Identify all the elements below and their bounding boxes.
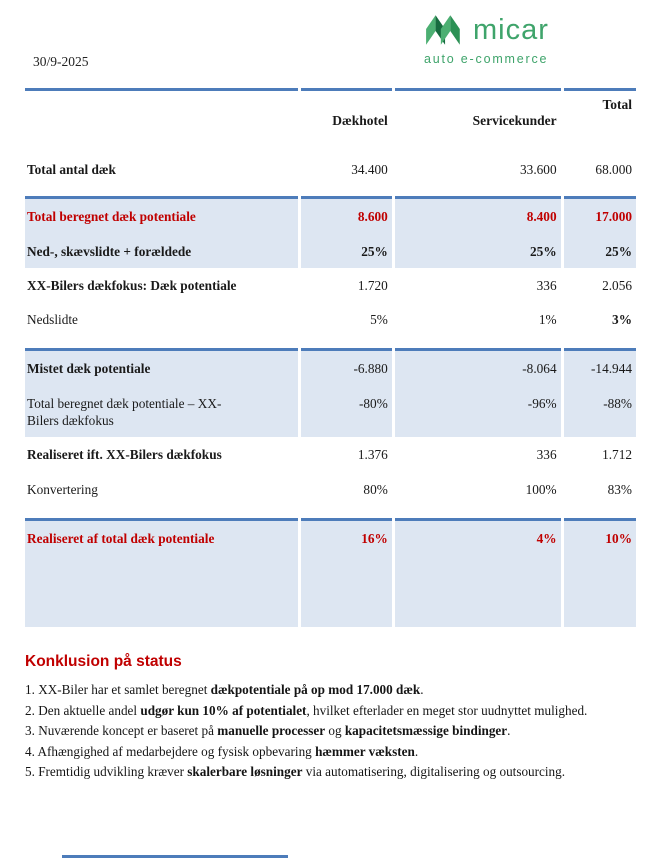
row-label: Nedslidte — [27, 312, 78, 328]
row-value: 2.056 — [602, 277, 632, 293]
logo-tagline: auto e-commerce — [424, 52, 549, 66]
row-value: 16% — [301, 518, 391, 627]
row-label: Ned-, skævslidte + forældede — [25, 234, 298, 268]
column-header-daekhotel: Dækhotel — [301, 88, 391, 145]
conclusion-item: 5. Fremtidig udvikling kræver skalerbare løsninger via automatisering, digitalisering og outsourcing. — [25, 764, 566, 779]
row-value: -14.944 — [564, 348, 636, 385]
table-row — [25, 234, 636, 268]
row-value: 336 — [536, 277, 557, 293]
row-value: 34.400 — [351, 162, 388, 177]
row-label: Total antal dæk — [27, 162, 116, 177]
row-value: 8.600 — [301, 196, 391, 233]
row-value: 33.600 — [520, 162, 557, 177]
row-value: 83% — [607, 481, 632, 497]
row-value: 4% — [395, 518, 561, 627]
row-value: 100% — [525, 481, 557, 497]
column-header-servicekunder: Servicekunder — [395, 88, 561, 145]
table-row — [25, 196, 636, 233]
column-header-total: Total — [564, 88, 636, 145]
conclusion-item: 4. Afhængighed af medarbejdere og fysisk opbevaring hæmmer væksten. — [25, 743, 419, 759]
row-value: -96% — [395, 386, 561, 438]
conclusion-item: 2. Den aktuelle andel udgør kun 10% af potentialet, hvilket efterlader en meget stor uudnyttet mulighed. — [25, 702, 588, 718]
table-row — [25, 518, 636, 627]
row-label: Total beregnet dæk potentiale – XX-Bilers dækfokus — [25, 386, 298, 438]
row-value: 68.000 — [595, 162, 632, 177]
row-value: 1.720 — [357, 277, 388, 293]
row-value: 25% — [564, 234, 636, 268]
row-value: 25% — [395, 234, 561, 268]
row-value: 1.712 — [602, 447, 632, 463]
conclusion-item: 1. XX-Biler har et samlet beregnet dækpotentiale på op mod 17.000 dæk. — [25, 682, 424, 697]
row-value: -88% — [564, 386, 636, 438]
row-value: 5% — [370, 312, 388, 328]
row-value: -80% — [301, 386, 391, 438]
table-row — [25, 437, 636, 471]
row-value: 1% — [538, 312, 557, 328]
row-value: -6.880 — [301, 348, 391, 385]
column-header-label — [25, 88, 298, 145]
row-label: XX-Bilers dækfokus: Dæk potentiale — [27, 277, 237, 293]
row-value: -8.064 — [395, 348, 561, 385]
report-table — [22, 88, 639, 627]
row-label: Realiseret ift. XX-Bilers dækfokus — [27, 447, 222, 463]
row-label: Konvertering — [27, 481, 98, 497]
row-value: 17.000 — [564, 196, 636, 233]
row-value: 8.400 — [395, 196, 561, 233]
row-value: 25% — [301, 234, 391, 268]
row-label: Total beregnet dæk potentiale — [25, 196, 298, 233]
next-table-top-border — [62, 855, 288, 858]
table-row — [25, 302, 636, 348]
report-date: 30/9-2025 — [33, 54, 89, 69]
row-value: 10% — [564, 518, 636, 627]
logo-name: micar — [473, 13, 549, 46]
row-value: 3% — [612, 312, 632, 328]
row-label: Realiseret af total dæk potentiale — [25, 518, 298, 627]
conclusion-section — [25, 653, 633, 783]
row-value: 1.376 — [357, 447, 388, 463]
row-value: 80% — [363, 481, 388, 497]
conclusion-title: Konklusion på status — [25, 653, 182, 670]
table-body — [25, 145, 636, 627]
micar-logo — [424, 13, 549, 66]
conclusion-item: 3. Nuværende koncept er baseret på manuelle processer og kapacitetsmæssige bindinger. — [25, 723, 511, 738]
table-row — [25, 268, 636, 302]
table-header-row — [25, 88, 636, 145]
row-label: Mistet dæk potentiale — [25, 348, 298, 385]
table-row — [25, 386, 636, 438]
row-value: 336 — [536, 447, 557, 463]
table-row — [25, 145, 636, 196]
table-row — [25, 472, 636, 518]
micar-m-icon — [424, 13, 464, 47]
conclusion-list — [25, 680, 633, 783]
table-row — [25, 348, 636, 385]
